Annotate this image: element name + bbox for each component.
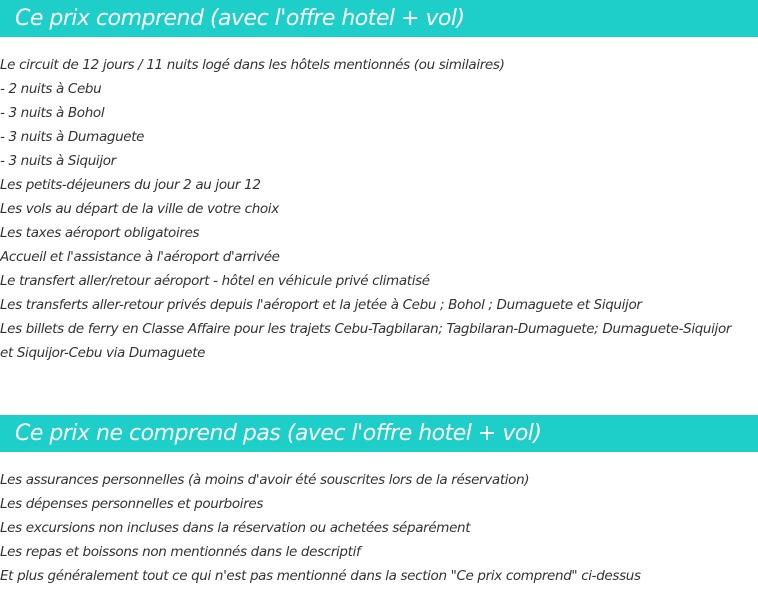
list-item: Les vols au départ de la ville de votre choix [0, 201, 279, 217]
list-item: - 2 nuits à Cebu [0, 81, 102, 97]
includes-section-header [0, 0, 758, 37]
list-item: Les petits-déjeuners du jour 2 au jour 12 [0, 177, 261, 193]
list-item: Le transfert aller/retour aéroport - hôtel en véhicule privé climatisé [0, 273, 430, 289]
list-item: Accueil et l'assistance à l'aéroport d'arrivée [0, 249, 280, 265]
excludes-title: Ce prix ne comprend pas (avec l'offre hotel + vol) [15, 421, 542, 446]
excludes-section-header [0, 415, 758, 452]
includes-list [0, 53, 740, 365]
list-item: Les assurances personnelles (à moins d'avoir été souscrites lors de la réservation) [0, 472, 530, 488]
excludes-list [0, 468, 740, 588]
list-item: Les taxes aéroport obligatoires [0, 225, 200, 241]
list-item: - 3 nuits à Bohol [0, 105, 105, 121]
list-item: Les transferts aller-retour privés depuis l'aéroport et la jetée à Cebu ; Bohol ; Dumaguete et Siquijor [0, 297, 642, 313]
list-item: Le circuit de 12 jours / 11 nuits logé dans les hôtels mentionnés (ou similaires) [0, 57, 505, 73]
list-item: Les billets de ferry en Classe Affaire pour les trajets Cebu-Tagbilaran; Tagbilaran-Dumaguete; Dumaguete-Siquijor et Siquijor-Cebu via Dumaguete [0, 321, 732, 361]
list-item: - 3 nuits à Dumaguete [0, 129, 145, 145]
list-item: - 3 nuits à Siquijor [0, 153, 116, 169]
list-item: Les excursions non incluses dans la réservation ou achetées séparément [0, 520, 471, 536]
list-item: Et plus généralement tout ce qui n'est pas mentionné dans la section "Ce prix comprend" ci-dessus [0, 568, 641, 584]
list-item: Les repas et boissons non mentionnés dans le descriptif [0, 544, 361, 560]
list-item: Les dépenses personnelles et pourboires [0, 496, 264, 512]
includes-title: Ce prix comprend (avec l'offre hotel + vol) [15, 6, 465, 31]
